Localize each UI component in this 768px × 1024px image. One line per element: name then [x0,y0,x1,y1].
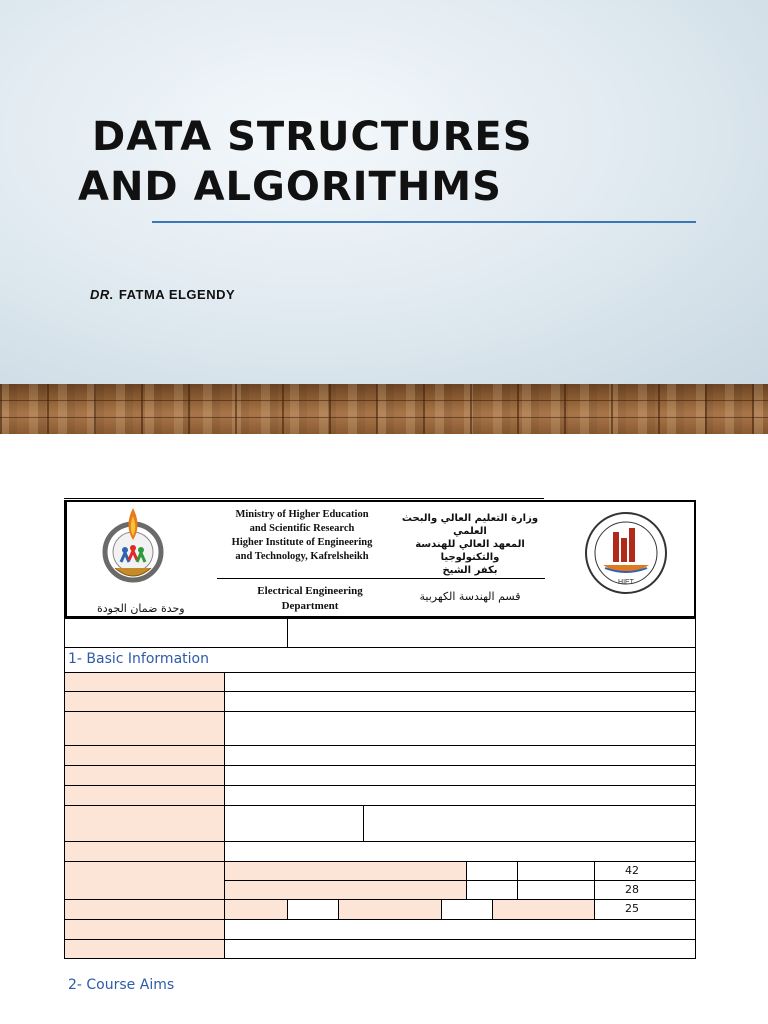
value-cell [224,711,696,746]
label-cell [64,711,225,746]
value-cell [287,899,339,920]
hours-value-cell: 28 [594,880,696,900]
title-slide [0,0,768,384]
department-name-en [235,584,385,614]
label-cell [224,880,467,900]
institute-logo [583,510,669,596]
value-cell [517,880,595,900]
ministry-en-line: Higher Institute of Engineering [231,537,373,548]
quality-unit-logo [97,504,169,590]
label-cell [64,765,225,786]
ministry-en-line: and Technology, Kafrelsheikh [235,551,369,562]
author-name: FATMA ELGENDY [118,287,236,302]
label-cell [64,745,225,766]
department-name-ar: قسم الهندسة الكهربية [419,590,521,603]
label-cell [224,899,288,920]
ministry-ar-line: المعهد العالي للهندسة والتكنولوجيا [415,539,525,563]
header-divider [217,578,545,579]
value-cell [224,939,696,959]
ministry-name-ar [385,512,555,577]
label-cell [64,785,225,806]
institute-logo-text: HIET [618,579,634,586]
value-cell [363,805,696,842]
header-top-line [64,498,544,499]
label-cell [64,805,225,842]
slide-author [90,287,235,302]
label-cell [64,861,225,900]
value-cell [224,785,696,806]
label-cell [492,899,595,920]
label-cell [64,841,225,862]
value-cell [224,691,696,712]
label-cell [64,691,225,712]
department-en-line: Department [281,600,339,612]
value-cell [224,765,696,786]
slide-title-line-1: DATA STRUCTURES [92,114,533,160]
ministry-en-line: and Scientific Research [249,523,355,534]
value-cell [466,861,518,881]
wood-floor-strip [0,384,768,434]
section-course-aims-title: 2- Course Aims [68,977,175,993]
value-cell [466,880,518,900]
ministry-en-line: Ministry of Higher Education [235,509,369,520]
label-cell [64,672,225,692]
section-basic-information-title: 1- Basic Information [68,651,209,667]
ministry-ar-line: بكفر الشيخ [442,565,498,576]
label-cell [64,939,225,959]
hours-value-cell: 42 [594,861,696,881]
ministry-ar-line: وزارة التعليم العالي والبحث العلمي [401,513,539,537]
department-en-line: Electrical Engineering [257,585,363,597]
slide-title [78,112,698,212]
value-cell [517,861,595,881]
value-cell [224,745,696,766]
course-spec-document [0,434,768,1024]
form-cell [287,618,696,648]
title-underline [152,221,696,223]
quality-unit-label: وحدة ضمان الجودة [97,602,185,615]
label-cell [338,899,442,920]
label-cell [224,861,467,881]
ministry-name-en [217,508,387,564]
value-cell [224,919,696,940]
value-cell [224,672,696,692]
hours-value-cell: 25 [594,899,696,920]
value-cell [224,805,364,842]
value-cell [441,899,493,920]
document-header [64,500,696,618]
value-cell [224,841,696,862]
slide-title-line-2: AND ALGORITHMS [78,164,502,210]
label-cell [64,899,225,920]
form-cell [64,618,288,648]
label-cell [64,919,225,940]
author-prefix: DR. [90,287,114,302]
